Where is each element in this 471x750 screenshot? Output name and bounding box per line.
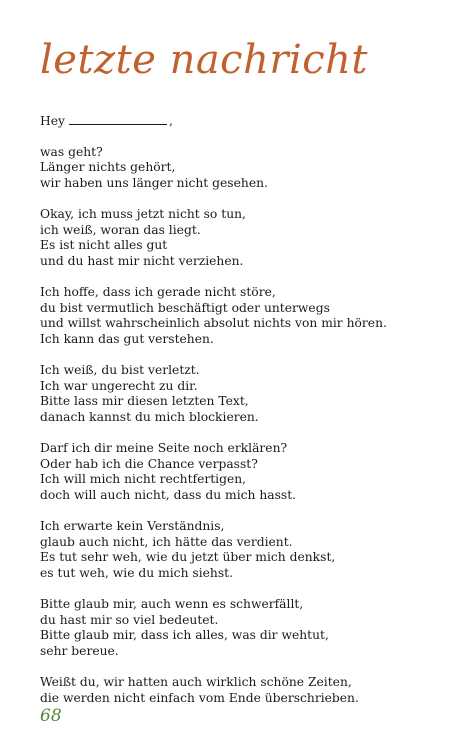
- poem-line: wir haben uns länger nicht gesehen.: [40, 175, 268, 190]
- stanza: [40, 675, 460, 706]
- poem-line: du bist vermutlich beschäftigt oder unterwegs: [40, 300, 330, 315]
- poem-line: Ich kann das gut verstehen.: [40, 331, 214, 346]
- poem-line: glaub auch nicht, ich hätte das verdient.: [40, 534, 293, 549]
- poem-line: es tut weh, wie du mich siehst.: [40, 565, 234, 580]
- poem-line: Okay, ich muss jetzt nicht so tun,: [40, 207, 246, 221]
- poem-line: Ich war ungerecht zu dir.: [40, 378, 198, 393]
- poem-line: Weißt du, wir hatten auch wirklich schöne Zeiten,: [40, 675, 352, 689]
- poem-line: Ich weiß, du bist verletzt.: [40, 363, 200, 377]
- greeting-line: [40, 113, 460, 130]
- poem-line: doch will auch nicht, dass du mich hasst.: [40, 487, 297, 502]
- poem-line: du hast mir so viel bedeutet.: [40, 612, 219, 627]
- greeting-prefix: Hey: [40, 114, 65, 128]
- poem-line: Bitte glaub mir, auch wenn es schwerfällt,: [40, 597, 304, 611]
- poem-line: und willst wahrscheinlich absolut nichts von mir hören.: [40, 316, 387, 330]
- stanza: [40, 597, 460, 659]
- poem-line: Bitte glaub mir, dass ich alles, was dir wehtut,: [40, 628, 329, 642]
- poem-line: Es tut sehr weh, wie du jetzt über mich denkst,: [40, 550, 336, 564]
- poem-line: ich weiß, woran das liegt.: [40, 222, 201, 237]
- poem-line: die werden nicht einfach vom Ende überschrieben.: [40, 690, 359, 705]
- stanza-list: [40, 145, 460, 707]
- greeting-suffix: ,: [168, 114, 173, 128]
- stanza: [40, 363, 460, 425]
- poem-line: Darf ich dir meine Seite noch erklären?: [40, 441, 288, 455]
- poem-title: letzte nachricht: [40, 37, 368, 83]
- stanza: [40, 519, 460, 581]
- stanza: [40, 145, 460, 192]
- poem-line: Ich will mich nicht rechtfertigen,: [40, 472, 247, 486]
- poem-line: Länger nichts gehört,: [40, 160, 176, 174]
- stanza: [40, 207, 460, 269]
- poem-line: danach kannst du mich blockieren.: [40, 409, 259, 424]
- name-blank-line: [69, 113, 167, 125]
- poem-line: und du hast mir nicht verziehen.: [40, 253, 244, 268]
- poem-line: Ich erwarte kein Verständnis,: [40, 519, 225, 533]
- poem-line: was geht?: [40, 144, 103, 159]
- poem-line: sehr bereue.: [40, 643, 119, 658]
- poem-body: [40, 113, 460, 722]
- stanza: [40, 285, 460, 347]
- poem-line: Oder hab ich die Chance verpasst?: [40, 456, 258, 471]
- stanza: [40, 441, 460, 503]
- poem-line: Bitte lass mir diesen letzten Text,: [40, 394, 249, 408]
- page-number: 68: [40, 706, 62, 726]
- poem-line: Ich hoffe, dass ich gerade nicht störe,: [40, 285, 276, 299]
- poem-line: Es ist nicht alles gut: [40, 238, 168, 252]
